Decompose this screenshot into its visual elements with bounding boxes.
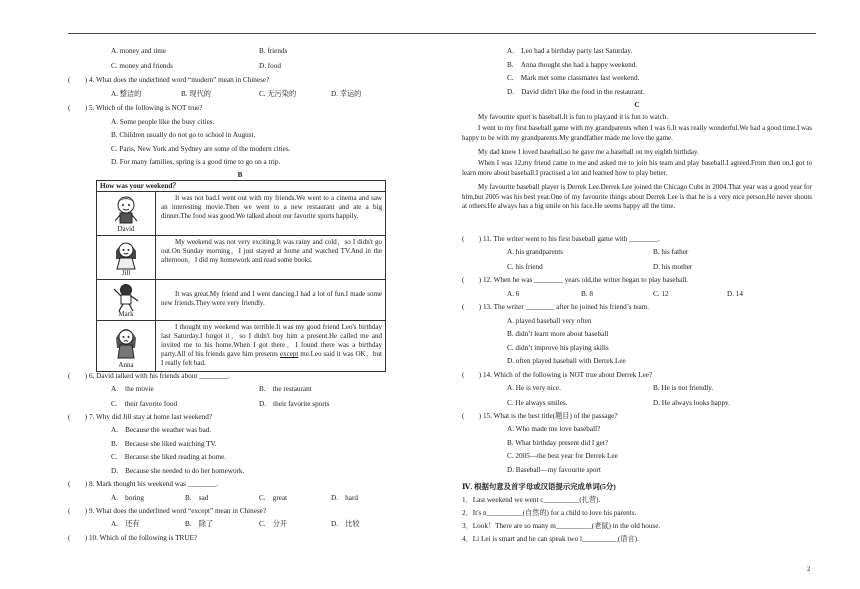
q5-option-c: C. Paris, New York and Sydney are some of the modern cities. (111, 145, 291, 153)
passage-paragraph: My dad knew I loved baseball,so he gave me a baseball on my eighth birthday. (478, 148, 699, 156)
q5-option-d: D. For many families, spring is a good time to go on a trip. (111, 158, 281, 166)
section-c-heading: C (634, 101, 640, 109)
person-text: It was great.My friend and I went dancing.I had a lot of fun.I made some new friends.They were very friendly. (161, 290, 382, 308)
q13-option-a: A. played baseball very often (507, 317, 592, 325)
fill-blank-item: 3．Look！There are so many m__________(老鼠) in the old house. (462, 522, 661, 530)
q14-option-b: B. He is not friendly. (653, 384, 714, 392)
passage-paragraph: My favourite sport is baseball.It is fun to play,and it is fun to watch. (478, 113, 669, 121)
q7-option-b: B. Because she liked watching TV. (111, 440, 217, 448)
q6-option-d: D. their favorite sports (259, 400, 330, 408)
q15-option-b: B. What birthday present did I get? (507, 439, 609, 447)
q7-option-a: A. Because the weather was bad. (111, 426, 212, 434)
weekend-table (96, 180, 386, 372)
person-text-part: me.Leo said it was OK，but I really felt bad. (161, 350, 383, 368)
q6-option-c: C. their favorite food (111, 400, 178, 408)
table-row (97, 192, 385, 236)
section-b-heading: B (237, 171, 243, 179)
section-4-heading: Ⅳ. 根据句意及首字母或汉语提示完成单词(5分) (462, 482, 616, 491)
fill-blank-item: 2．It's n__________(自然的) for a child to love his parents. (462, 509, 637, 517)
q5-option-a: A. Some people like the busy cities. (111, 118, 215, 126)
top-rule (68, 33, 816, 34)
person-name: Anna (118, 361, 134, 370)
q8-stem: ( ) 8. Mark thought his weekend was ________. (68, 480, 219, 488)
q10-option-c: C. Mark met some classmates last weekend. (507, 74, 640, 82)
girl-cartoon-icon (111, 239, 141, 271)
q10-option-a: A. Leo had a birthday party last Saturday. (507, 47, 633, 55)
table-row (97, 236, 385, 280)
q10-stem: ( ) 10. Which of the following is TRUE? (68, 534, 198, 542)
q9-option-a: A. 还有 (111, 520, 140, 528)
q4-option-c: C. 无污染的 (259, 90, 297, 98)
q4-option-a: A. 整洁的 (111, 90, 142, 98)
q8-option-c: C. great (259, 494, 288, 502)
table-row (97, 280, 385, 321)
q4-option-d: D. 幸运的 (331, 90, 362, 98)
person-text: It was not bad.I went out with my friends.We went to a cinema and saw an interesting movie.Then we went to a new restaurant and ate a big dinner.The food was good.We talked about our favorite sports happily. (161, 194, 382, 221)
fill-blank-item: 1．Last weekend we went c__________(扎营). (462, 496, 601, 504)
q5-option-b: B. Children usually do not go to school in August. (111, 131, 256, 139)
q14-option-c: C. He always smiles. (507, 399, 568, 407)
q8-option-a: A. boring (111, 494, 144, 502)
q7-option-d: D. Because she needed to do her homework. (111, 467, 245, 475)
q15-option-d: D. Baseball—my favourite sport (507, 466, 601, 474)
underlined-word-except: except (280, 350, 299, 359)
q6-option-a: A. the movie (111, 385, 154, 393)
q12-option-c: C. 12 (653, 290, 669, 298)
q11-option-b: B. his father (653, 248, 689, 256)
person-name: Mark (118, 310, 134, 319)
person-text: My weekend was not very exciting.It was rainy and cold，so I didn't go out.On Sunday morning，I just stayed at home and watched TV.And in the afternoon，I did my homework and read some books. (161, 238, 382, 265)
table-row (97, 321, 385, 371)
q7-option-c: C. Because she liked reading at home. (111, 453, 227, 461)
q13-option-d: D. often played baseball with Derrek Lee (507, 357, 626, 365)
q9-stem: ( ) 9. What does the underlined word “except” mean in Chinese? (68, 507, 267, 515)
q7-stem: ( ) 7. Why did Jill stay at home last weekend? (68, 413, 212, 421)
q15-option-a: A. Who made me love baseball? (507, 425, 601, 433)
q9-option-c: C. 分开 (259, 520, 288, 528)
sad-girl-icon (111, 324, 141, 360)
dancing-kid-icon (111, 283, 141, 313)
q10-option-d: D. David didn't like the food in the restaurant. (507, 88, 645, 96)
q12-stem: ( ) 12. When he was ________ years old,the writer began to play baseball. (462, 276, 689, 284)
page-number: 2 (807, 565, 811, 573)
q6-stem: ( ) 6. David talked with his friends about ________. (68, 372, 230, 380)
q11-option-a: A. his grandparents (507, 248, 564, 256)
q15-option-c: C. 2005—the best year for Derrek Lee (507, 452, 618, 460)
q9-option-b: B. 除了 (185, 520, 214, 528)
q14-option-a: A. He is very nice. (507, 384, 561, 392)
person-name: David (117, 225, 135, 234)
q12-option-d: D. 14 (727, 290, 743, 298)
q3-option-b: B. friends (259, 47, 288, 55)
person-cell (97, 280, 156, 320)
q4-option-b: B. 现代的 (181, 90, 211, 98)
q13-option-b: B. didn’t learn more about baseball (507, 330, 609, 338)
person-text (159, 321, 385, 369)
fill-blank-item: 4．Li Lei is smart and he can speak two l__________(语言). (462, 535, 639, 543)
passage-paragraph: When I was 12,my friend came to me and asked me to join his team and play baseball.I agreed.From then on,I got to learn more about baseball.I practised a lot and learned how to play better. (462, 159, 812, 177)
q12-option-b: B. 8 (581, 290, 593, 298)
q8-option-d: D. hard (331, 494, 358, 502)
passage-paragraph: My favourite baseball player is Derrek Lee.Derrek Lee joined the Chicago Cubs in 2004.That year was a good year for him,but 2005 was his best year.One of my favourite things about Derrek Lee is that he is a very nice person.He never shouts at others.He always has a big smile on his face.He seems happy all the time. (462, 183, 812, 211)
q6-option-b: B. the restaurant (259, 385, 312, 393)
q15-stem: ( ) 15. What is the best title(题目) of the passage? (462, 412, 618, 420)
person-cell (97, 192, 156, 235)
q3-option-c: C. money and friends (111, 62, 173, 70)
q11-stem: ( ) 11. The writer went to his first baseball game with ________. (462, 235, 660, 243)
boy-cartoon-icon (111, 195, 141, 227)
q13-stem: ( ) 13. The writer ________ after he joined his friend’s team. (462, 303, 650, 311)
q14-stem: ( ) 14. Which of the following is NOT true about Derrek Lee? (462, 371, 653, 379)
person-name: Jill (121, 269, 131, 278)
q3-option-a: A. money and time (111, 47, 167, 55)
person-text-part: I thought my weekend was terrible.It was my good friend Leo's birthday last Saturday.I forgot it，so I didn't buy him a present.He called me and invited me to his home.When I got there，I found there was a birthday party.All of his friends gave him presents (161, 323, 382, 359)
q13-option-c: C. didn’t improve his playing skills (507, 344, 609, 352)
q10-option-b: B. Anna thought she had a happy weekend. (507, 61, 638, 69)
q4-stem: ( ) 4. What does the underlined word “modern” mean in Chinese? (68, 76, 270, 84)
person-cell (97, 236, 156, 279)
q11-option-c: C. his friend (507, 263, 543, 271)
person-cell (97, 321, 156, 371)
q11-option-d: D. his mother (653, 263, 693, 271)
q3-option-d: D. food (259, 62, 281, 70)
q12-option-a: A. 6 (507, 290, 520, 298)
q5-stem: ( ) 5. Which of the following is NOT true? (68, 104, 203, 112)
q8-option-b: B. sad (185, 494, 209, 502)
passage-paragraph: I went to my first baseball game with my grandparents when I was 6.It was really wonderful.We had a good time.I was happy to be with my grandparents.My grandfather made me love the game. (462, 124, 812, 142)
q9-option-d: D. 比较 (331, 520, 360, 528)
q14-option-d: D. He always looks happy. (653, 399, 730, 407)
table-title: How was your weekend？ (97, 181, 385, 192)
